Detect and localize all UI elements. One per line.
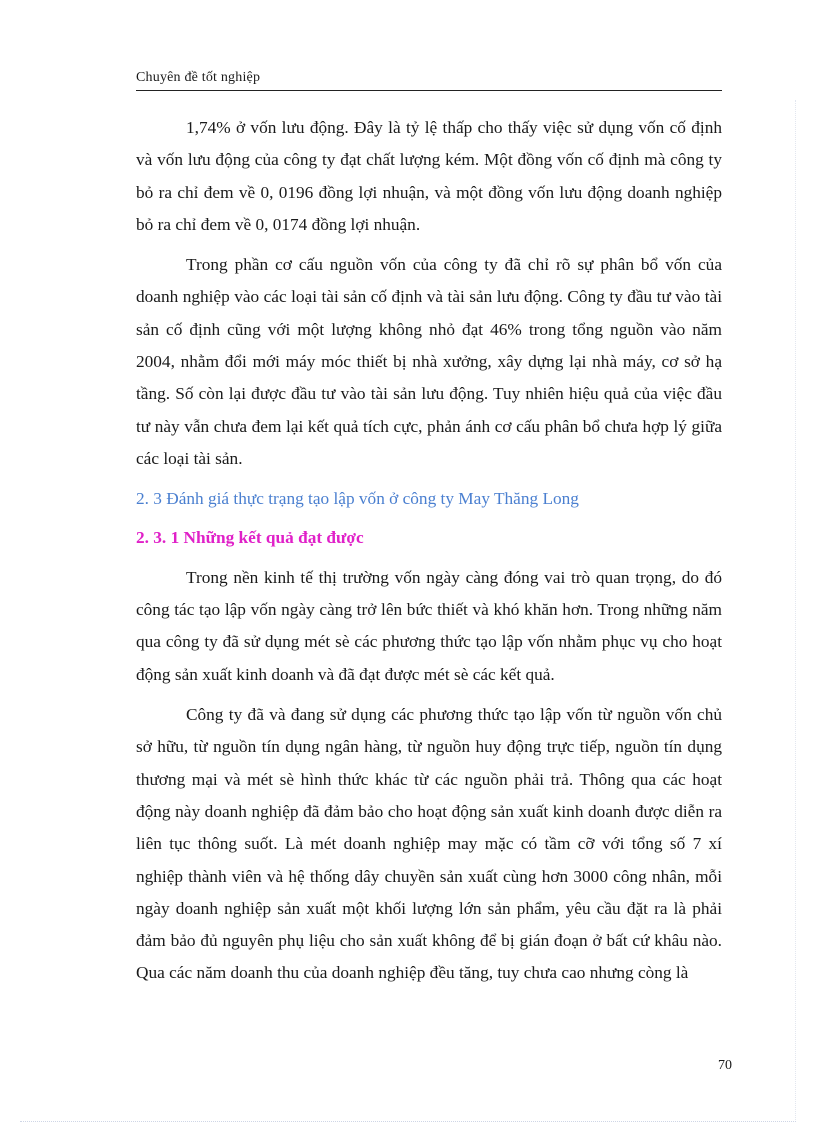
running-header: Chuyên đề tốt nghiệp: [136, 70, 261, 85]
page-edge-guide: [795, 100, 796, 1120]
header-divider: [136, 90, 722, 91]
page-number: 70: [718, 1058, 732, 1073]
paragraph: 1,74% ở vốn lưu động. Đây là tỷ lệ thấp cho thấy việc sử dụng vốn cố định và vốn lưu động của công ty đạt chất lượng kém. Một đồng vốn cố định mà công ty bỏ ra chỉ đem về 0, 0196 đồng lợi nhuận, và một đồng vốn lưu động doanh nghiệp bỏ ra chỉ đem về 0, 0174 đồng lợi nhuận.: [136, 118, 722, 234]
paragraph: Công ty đã và đang sử dụng các phương thức tạo lập vốn từ nguồn vốn chủ sở hữu, từ nguồn tín dụng ngân hàng, từ nguồn huy động trực tiếp, nguồn tín dụng thương mại và mét sè hình thức khác từ các nguồn phải trả. Thông qua các hoạt động này doanh nghiệp đã đảm bảo cho hoạt động sản xuất kinh doanh được diễn ra liên tục thông suốt. Là mét doanh nghiệp may mặc có tầm cỡ với tổng số 7 xí nghiệp thành viên và hệ thống dây chuyền sản xuất cùng hơn 3000 công nhân, mỗi ngày doanh nghiệp sản xuất một khối lượng lớn sản phẩm, yêu cầu đặt ra là phải đảm bảo đủ nguyên phụ liệu cho sản xuất không để bị gián đoạn ở bất cứ khâu nào. Qua các năm doanh thu của doanh nghiệp đều tăng, tuy chưa cao nhưng còng là: [136, 705, 722, 983]
section-heading: 2. 3 Đánh giá thực trạng tạo lập vốn ở công ty May Thăng Long: [136, 489, 579, 509]
body-text: [136, 112, 722, 990]
subsection-heading: 2. 3. 1 Những kết quả đạt được: [136, 527, 364, 547]
page-bottom-guide: [20, 1121, 796, 1122]
paragraph: Trong nền kinh tế thị trường vốn ngày càng đóng vai trò quan trọng, do đó công tác tạo lập vốn ngày càng trở lên bức thiết và khó khăn hơn. Trong những năm qua công ty đã sử dụng mét sè các phương thức tạo lập vốn nhằm phục vụ cho hoạt động sản xuất kinh doanh và đã đạt được mét sè các kết quả.: [136, 567, 722, 684]
paragraph: Trong phần cơ cấu nguồn vốn của công ty đã chỉ rõ sự phân bổ vốn của doanh nghiệp vào các loại tài sản cố định và tài sản lưu động. Công ty đầu tư vào tài sản cố định cũng với một lượng không nhỏ đạt 46% trong tổng nguồn vào năm 2004, nhằm đổi mới máy móc thiết bị nhà xưởng, xây dựng lại nhà máy, cơ sở hạ tầng. Số còn lại được đầu tư vào tài sản lưu động. Tuy nhiên hiệu quả của việc đầu tư này vẫn chưa đem lại kết quả tích cực, phản ánh cơ cấu phân bổ chưa hợp lý giữa các loại tài sản.: [136, 255, 722, 468]
